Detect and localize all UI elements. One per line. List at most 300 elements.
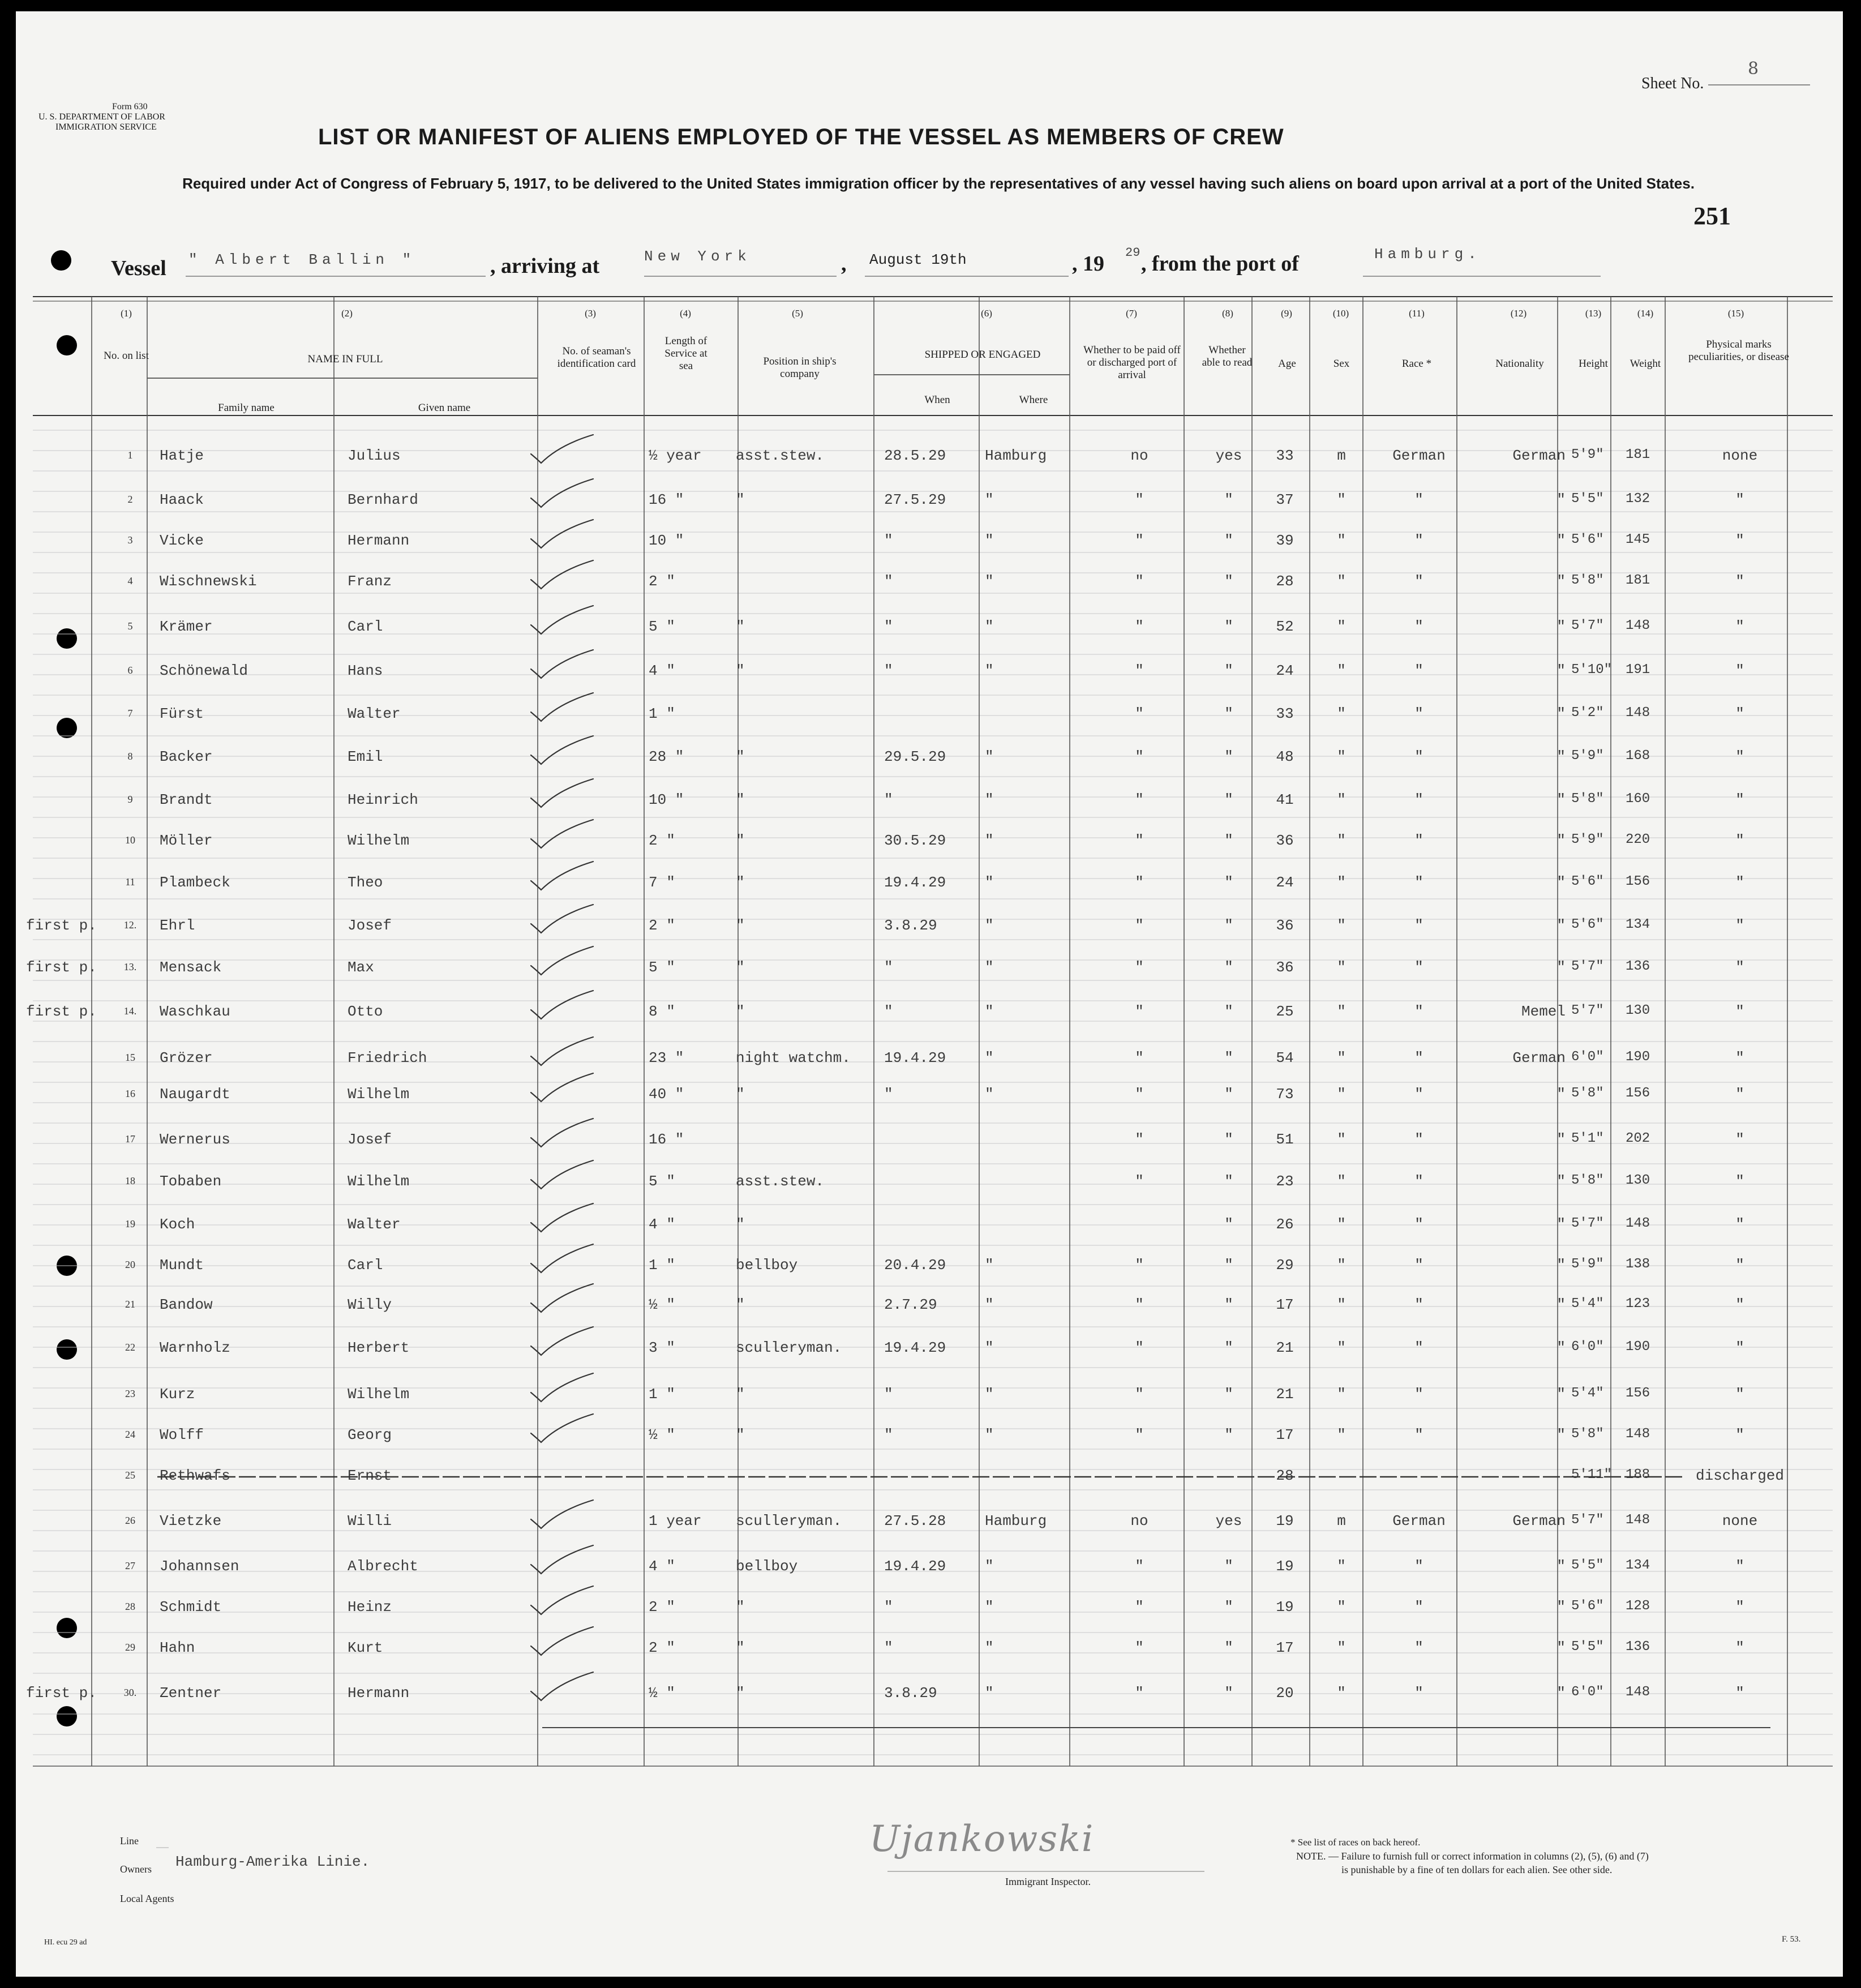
cell-read: " xyxy=(1224,1558,1233,1575)
cell-sex: " xyxy=(1337,1599,1346,1616)
cell-weight: 136 xyxy=(1626,1639,1650,1655)
cell-when: " xyxy=(884,1003,893,1020)
cell-age: 51 xyxy=(1276,1131,1294,1148)
cell-when: " xyxy=(884,791,893,808)
header-sex: Sex xyxy=(1333,358,1350,370)
cell-sex: " xyxy=(1337,1049,1346,1066)
cell-paid: " xyxy=(1135,573,1144,590)
cell-no: 14. xyxy=(123,1005,137,1017)
cell-when: " xyxy=(884,532,893,549)
check-mark-icon xyxy=(525,1072,604,1106)
header-physical: Physical marks peculiarities, or disease xyxy=(1688,339,1789,363)
header-family-name: Family name xyxy=(218,402,275,414)
cell-given: Otto xyxy=(348,1003,383,1020)
cell-age: 52 xyxy=(1276,618,1294,635)
cell-age: 37 xyxy=(1276,491,1294,508)
cell-position: " xyxy=(736,1426,745,1443)
cell-marks: " xyxy=(1735,1049,1744,1066)
cell-paid: " xyxy=(1135,1426,1144,1443)
col-num-1: (1) xyxy=(121,308,132,319)
cell-service: 2 " xyxy=(649,573,675,590)
cell-height: 5'10" xyxy=(1571,662,1613,678)
cell-given: Herbert xyxy=(348,1339,410,1356)
cell-nat: " xyxy=(1556,1339,1566,1356)
cell-where: " xyxy=(985,1003,994,1020)
cell-when: 2.7.29 xyxy=(884,1296,937,1313)
cell-family: Koch xyxy=(160,1216,195,1233)
col-num-8: (8) xyxy=(1222,308,1233,319)
cell-service: 10 " xyxy=(649,532,684,549)
cell-race: " xyxy=(1414,1257,1423,1274)
cell-no: 21 xyxy=(125,1299,135,1310)
cell-sex: m xyxy=(1337,447,1346,464)
cell-given: Bernhard xyxy=(348,491,418,508)
cell-paid: " xyxy=(1135,491,1144,508)
cell-read: " xyxy=(1224,1599,1233,1616)
cell-where: " xyxy=(985,618,994,635)
check-mark-icon xyxy=(525,860,604,894)
cell-read: " xyxy=(1224,1131,1233,1148)
cell-when: 20.4.29 xyxy=(884,1257,946,1274)
cell-paid: " xyxy=(1135,1599,1144,1616)
header-race: Race * xyxy=(1401,358,1432,370)
cell-paid: " xyxy=(1135,1257,1144,1274)
cell-marks: " xyxy=(1735,532,1744,549)
sheet-no-value: 8 xyxy=(1748,59,1759,79)
cell-read: " xyxy=(1224,917,1233,934)
cell-position: " xyxy=(736,1599,745,1616)
header-height: Height xyxy=(1579,358,1608,370)
cell-position: " xyxy=(736,618,745,635)
cell-no: 18 xyxy=(125,1175,135,1186)
cell-service: 4 " xyxy=(649,1558,675,1575)
cell-weight: 156 xyxy=(1626,874,1650,889)
cell-margin: first p. xyxy=(26,959,97,976)
cell-when: 19.4.29 xyxy=(884,1558,946,1575)
cell-nat: " xyxy=(1556,532,1566,549)
cell-given: Georg xyxy=(348,1426,392,1443)
cell-nat: " xyxy=(1556,1173,1566,1190)
cell-weight: 181 xyxy=(1626,447,1650,462)
cell-read: " xyxy=(1224,1216,1233,1233)
cell-position: " xyxy=(736,1216,745,1233)
cell-no: 10 xyxy=(125,834,135,846)
cell-marks: " xyxy=(1735,491,1744,508)
cell-age: 33 xyxy=(1276,705,1294,722)
col-num-9: (9) xyxy=(1281,308,1292,319)
cell-race: " xyxy=(1414,917,1423,934)
cell-nat: " xyxy=(1556,791,1566,808)
cell-race: " xyxy=(1414,618,1423,635)
cell-service: 16 " xyxy=(649,1131,684,1148)
cell-nat: " xyxy=(1556,959,1566,976)
cell-age: 39 xyxy=(1276,532,1294,549)
cell-given: Heinrich xyxy=(348,791,418,808)
cell-race: " xyxy=(1414,1003,1423,1020)
cell-no: 5 xyxy=(127,620,133,632)
cell-given: Heinz xyxy=(348,1599,392,1616)
cell-height: 6'0" xyxy=(1571,1049,1604,1065)
cell-sex: " xyxy=(1337,573,1346,590)
check-mark-icon xyxy=(525,1413,604,1447)
check-mark-icon xyxy=(525,434,604,468)
cell-nat: " xyxy=(1556,662,1566,679)
cell-where: " xyxy=(985,491,994,508)
note-line-2: is punishable by a fine of ten dollars for each alien. See other side. xyxy=(1341,1864,1613,1875)
strike-through-line xyxy=(157,1474,1686,1480)
cell-position: " xyxy=(736,874,745,891)
cell-sex: " xyxy=(1337,1339,1346,1356)
cell-family: Grözer xyxy=(160,1049,213,1066)
cell-paid: " xyxy=(1135,1131,1144,1148)
cell-read: " xyxy=(1224,1386,1233,1403)
cell-marks: none xyxy=(1722,1513,1758,1529)
cell-position: asst.stew. xyxy=(736,1173,825,1190)
cell-height: 5'9" xyxy=(1571,447,1604,462)
cell-height: 5'7" xyxy=(1571,1216,1604,1231)
inspector-underline xyxy=(887,1870,1204,1873)
cell-service: 40 " xyxy=(649,1086,684,1103)
cell-service: ½ " xyxy=(649,1296,675,1313)
cell-margin: first p. xyxy=(26,1685,97,1702)
cell-nat: " xyxy=(1556,1386,1566,1403)
cell-age: 28 xyxy=(1276,573,1294,590)
footer-underlines xyxy=(152,1845,548,1902)
cell-height: 5'8" xyxy=(1571,1086,1604,1101)
cell-marks: " xyxy=(1735,1257,1744,1274)
cell-service: 23 " xyxy=(649,1049,684,1066)
check-mark-icon xyxy=(525,1499,604,1533)
cell-no: 20 xyxy=(125,1259,135,1270)
cell-nat: German xyxy=(1512,447,1566,464)
check-mark-icon xyxy=(525,1036,604,1070)
cell-nat: German xyxy=(1512,1513,1566,1529)
cell-height: 5'2" xyxy=(1571,705,1604,721)
cell-read: yes xyxy=(1215,1513,1242,1529)
cell-when: 27.5.28 xyxy=(884,1513,946,1529)
cell-position: sculleryman. xyxy=(736,1513,842,1529)
cell-no: 3 xyxy=(127,534,133,546)
inspector-label: Immigrant Inspector. xyxy=(1005,1876,1091,1887)
cell-race: " xyxy=(1414,532,1423,549)
header-seaman-card: No. of seaman's identification card xyxy=(557,345,636,370)
cell-service: ½ year xyxy=(649,447,702,464)
cell-family: Wischnewski xyxy=(160,573,257,590)
cell-family: Johannsen xyxy=(160,1558,239,1575)
vessel-label: Vessel xyxy=(111,256,166,280)
cell-race: " xyxy=(1414,874,1423,891)
cell-height: 5'9" xyxy=(1571,1257,1604,1272)
cell-race: " xyxy=(1414,1426,1423,1443)
cell-read: " xyxy=(1224,874,1233,891)
cell-age: 24 xyxy=(1276,662,1294,679)
cell-given: Wilhelm xyxy=(348,1386,410,1403)
cell-when: 27.5.29 xyxy=(884,491,946,508)
cell-weight: 148 xyxy=(1626,705,1650,721)
header-nationality: Nationality xyxy=(1495,358,1544,370)
cell-when: 3.8.29 xyxy=(884,917,937,934)
cell-given: Wilhelm xyxy=(348,1173,410,1190)
cell-paid: " xyxy=(1135,1685,1144,1702)
cell-age: 36 xyxy=(1276,959,1294,976)
cell-nat: " xyxy=(1556,832,1566,849)
cell-service: ½ " xyxy=(649,1426,675,1443)
cell-sex: " xyxy=(1337,1257,1346,1274)
cell-sex: " xyxy=(1337,1131,1346,1148)
cell-position: " xyxy=(736,959,745,976)
cell-nat: " xyxy=(1556,573,1566,590)
cell-sex: " xyxy=(1337,1086,1346,1103)
check-mark-icon xyxy=(525,1159,604,1193)
col-num-6: (6) xyxy=(981,308,992,319)
year-suffix: 29 xyxy=(1125,246,1140,260)
races-note: * See list of races on back hereof. xyxy=(1290,1837,1421,1848)
cell-height: 5'9" xyxy=(1571,832,1604,847)
cell-sex: " xyxy=(1337,1558,1346,1575)
cell-when: " xyxy=(884,1599,893,1616)
cell-age: 29 xyxy=(1276,1257,1294,1274)
cell-age: 36 xyxy=(1276,917,1294,934)
cell-sex: " xyxy=(1337,1296,1346,1313)
cell-no: 19 xyxy=(125,1218,135,1229)
cell-given: Theo xyxy=(348,874,383,891)
form-code: F. 53. xyxy=(1782,1935,1801,1944)
cell-height: 5'6" xyxy=(1571,532,1604,547)
cell-read: " xyxy=(1224,1296,1233,1313)
check-mark-icon xyxy=(525,945,604,979)
col-num-7: (7) xyxy=(1126,308,1137,319)
cell-given: Walter xyxy=(348,1216,401,1233)
cell-marks: " xyxy=(1735,662,1744,679)
arriving-port: New York xyxy=(644,248,751,265)
cell-given: Carl xyxy=(348,1257,383,1274)
cell-no: 13. xyxy=(123,961,137,972)
cell-nat: " xyxy=(1556,874,1566,891)
col-num-14: (14) xyxy=(1637,308,1654,319)
cell-race: " xyxy=(1414,1049,1423,1066)
cell-weight: 148 xyxy=(1626,618,1650,633)
cell-where: " xyxy=(985,917,994,934)
cell-age: 20 xyxy=(1276,1685,1294,1702)
cell-marks: " xyxy=(1735,917,1744,934)
cell-weight: 132 xyxy=(1626,491,1650,507)
cell-family: Naugardt xyxy=(160,1086,230,1103)
cell-age: 28 xyxy=(1276,1467,1294,1484)
cell-marks: " xyxy=(1735,832,1744,849)
cell-family: Plambeck xyxy=(160,874,230,891)
cell-race: " xyxy=(1414,748,1423,765)
page-title: LIST OR MANIFEST OF ALIENS EMPLOYED OF THE VESSEL AS MEMBERS OF CREW xyxy=(318,125,1284,149)
cell-nat: " xyxy=(1556,1639,1566,1656)
cell-given: Wilhelm xyxy=(348,832,410,849)
cell-weight: 190 xyxy=(1626,1339,1650,1355)
cell-nat: " xyxy=(1556,1558,1566,1575)
cell-age: 36 xyxy=(1276,832,1294,849)
cell-position: " xyxy=(736,1639,745,1656)
cell-weight: 168 xyxy=(1626,748,1650,764)
cell-no: 17 xyxy=(125,1133,135,1145)
cell-read: " xyxy=(1224,832,1233,849)
cell-no: 4 xyxy=(127,575,133,586)
cell-no: 30. xyxy=(123,1687,137,1698)
cell-family: Ehrl xyxy=(160,917,195,934)
cell-race: " xyxy=(1414,1216,1423,1233)
cell-paid: " xyxy=(1135,832,1144,849)
cell-given: Willi xyxy=(348,1513,392,1529)
cell-age: 19 xyxy=(1276,1513,1294,1529)
cell-position: " xyxy=(736,1086,745,1103)
check-mark-icon xyxy=(525,1243,604,1277)
cell-service: 28 " xyxy=(649,748,684,765)
cell-marks: " xyxy=(1735,1131,1744,1148)
cell-when: 28.5.29 xyxy=(884,447,946,464)
cell-age: 23 xyxy=(1276,1173,1294,1190)
cell-height: 5'7" xyxy=(1571,618,1604,633)
cell-service: 7 " xyxy=(649,874,675,891)
header-age: Age xyxy=(1278,358,1296,370)
cell-height: 5'6" xyxy=(1571,874,1604,889)
cell-position: bellboy xyxy=(736,1558,798,1575)
cell-weight: 130 xyxy=(1626,1173,1650,1188)
cell-family: Mundt xyxy=(160,1257,204,1274)
cell-read: " xyxy=(1224,662,1233,679)
cell-service: 10 " xyxy=(649,791,684,808)
cell-weight: 130 xyxy=(1626,1003,1650,1018)
cell-sex: " xyxy=(1337,1003,1346,1020)
cell-service: 1 " xyxy=(649,1386,675,1403)
cell-service: 5 " xyxy=(649,959,675,976)
cell-age: 17 xyxy=(1276,1426,1294,1443)
cell-position: bellboy xyxy=(736,1257,798,1274)
cell-age: 48 xyxy=(1276,748,1294,765)
cell-where: " xyxy=(985,573,994,590)
cell-height: 5'6" xyxy=(1571,917,1604,932)
cell-sex: " xyxy=(1337,491,1346,508)
cell-given: Hermann xyxy=(348,1685,410,1702)
sheet-no-label: Sheet No. xyxy=(1641,75,1704,92)
cell-height: 5'7" xyxy=(1571,1513,1604,1528)
cell-nat: " xyxy=(1556,1685,1566,1702)
col-num-11: (11) xyxy=(1409,308,1425,319)
cell-no: 27 xyxy=(125,1560,135,1571)
cell-height: 5'1" xyxy=(1571,1131,1604,1146)
cell-paid: " xyxy=(1135,1049,1144,1066)
cell-height: 6'0" xyxy=(1571,1685,1604,1700)
cell-position: asst.stew. xyxy=(736,447,825,464)
cell-sex: " xyxy=(1337,618,1346,635)
cell-marks: " xyxy=(1735,1173,1744,1190)
cell-paid: " xyxy=(1135,1639,1144,1656)
cell-age: 73 xyxy=(1276,1086,1294,1103)
cell-where: " xyxy=(985,532,994,549)
department-name: U. S. DEPARTMENT OF LABOR xyxy=(38,112,165,122)
header-given-name: Given name xyxy=(418,402,471,414)
cell-given: Julius xyxy=(348,447,401,464)
cell-service: 3 " xyxy=(649,1339,675,1356)
cell-family: Schönewald xyxy=(160,662,248,679)
cell-race: " xyxy=(1414,959,1423,976)
cell-given: Emil xyxy=(348,748,383,765)
check-mark-icon xyxy=(525,1202,604,1236)
comma-sep: , xyxy=(841,252,847,276)
cell-where: " xyxy=(985,959,994,976)
cell-race: " xyxy=(1414,1639,1423,1656)
cell-race: " xyxy=(1414,573,1423,590)
cell-paid: " xyxy=(1135,959,1144,976)
cell-paid: " xyxy=(1135,532,1144,549)
check-mark-icon xyxy=(525,1544,604,1578)
printer-code: HI. ecu 29 ad xyxy=(44,1938,87,1947)
cell-position: " xyxy=(736,1685,745,1702)
cell-weight: 123 xyxy=(1626,1296,1650,1312)
from-port: Hamburg. xyxy=(1374,246,1481,263)
cell-service: 2 " xyxy=(649,1599,675,1616)
header-weight: Weight xyxy=(1630,358,1661,370)
col-num-2: (2) xyxy=(341,308,353,319)
note-line-1: NOTE. — Failure to furnish full or correct information in columns (2), (5), (6) and (7) xyxy=(1296,1850,1649,1862)
cell-where: " xyxy=(985,1558,994,1575)
header-able-read: Whether able to read xyxy=(1202,344,1253,369)
cell-position: " xyxy=(736,1296,745,1313)
cell-read: " xyxy=(1224,1257,1233,1274)
cell-height: 5'8" xyxy=(1571,573,1604,588)
vessel-name: " Albert Ballin " xyxy=(188,251,416,268)
cell-service: 2 " xyxy=(649,1639,675,1656)
cell-race: " xyxy=(1414,1296,1423,1313)
cell-family: Vicke xyxy=(160,532,204,549)
cell-given: Albrecht xyxy=(348,1558,418,1575)
cell-nat: " xyxy=(1556,1426,1566,1443)
cell-no: 23 xyxy=(125,1388,135,1399)
page-subtitle: Required under Act of Congress of February 5, 1917, to be delivered to the United States immigration officer by the representatives of any vessel having such aliens on board upon arrival at a port of the United States. xyxy=(182,175,1695,192)
col-num-3: (3) xyxy=(585,308,596,319)
cell-sex: " xyxy=(1337,959,1346,976)
cell-paid: " xyxy=(1135,748,1144,765)
cell-race: " xyxy=(1414,491,1423,508)
cell-marks: discharged xyxy=(1695,1467,1785,1484)
page-stamp: 251 xyxy=(1693,202,1731,230)
cell-where: " xyxy=(985,1049,994,1066)
cell-age: 17 xyxy=(1276,1639,1294,1656)
cell-position: " xyxy=(736,1003,745,1020)
cell-given: Hans xyxy=(348,662,383,679)
cell-age: 21 xyxy=(1276,1339,1294,1356)
cell-nat: German xyxy=(1512,1049,1566,1066)
cell-read: " xyxy=(1224,1049,1233,1066)
cell-where: " xyxy=(985,1257,994,1274)
cell-family: Backer xyxy=(160,748,213,765)
check-mark-icon xyxy=(525,692,604,726)
cell-nat: " xyxy=(1556,917,1566,934)
cell-where: " xyxy=(985,1685,994,1702)
table-grid xyxy=(16,11,1843,1977)
year-prefix: , 19 xyxy=(1072,252,1104,276)
cell-position: " xyxy=(736,1386,745,1403)
check-mark-icon xyxy=(525,819,604,852)
cell-given: Carl xyxy=(348,618,383,635)
cell-read: " xyxy=(1224,618,1233,635)
cell-given: Ernst xyxy=(348,1467,392,1484)
cell-family: Tobaben xyxy=(160,1173,222,1190)
cell-where: " xyxy=(985,874,994,891)
cell-no: 7 xyxy=(127,708,133,719)
cell-weight: 148 xyxy=(1626,1685,1650,1700)
cell-sex: " xyxy=(1337,832,1346,849)
cell-position: " xyxy=(736,748,745,765)
cell-height: 5'11" xyxy=(1571,1467,1613,1483)
cell-marks: " xyxy=(1735,1426,1744,1443)
cell-no: 28 xyxy=(125,1601,135,1612)
